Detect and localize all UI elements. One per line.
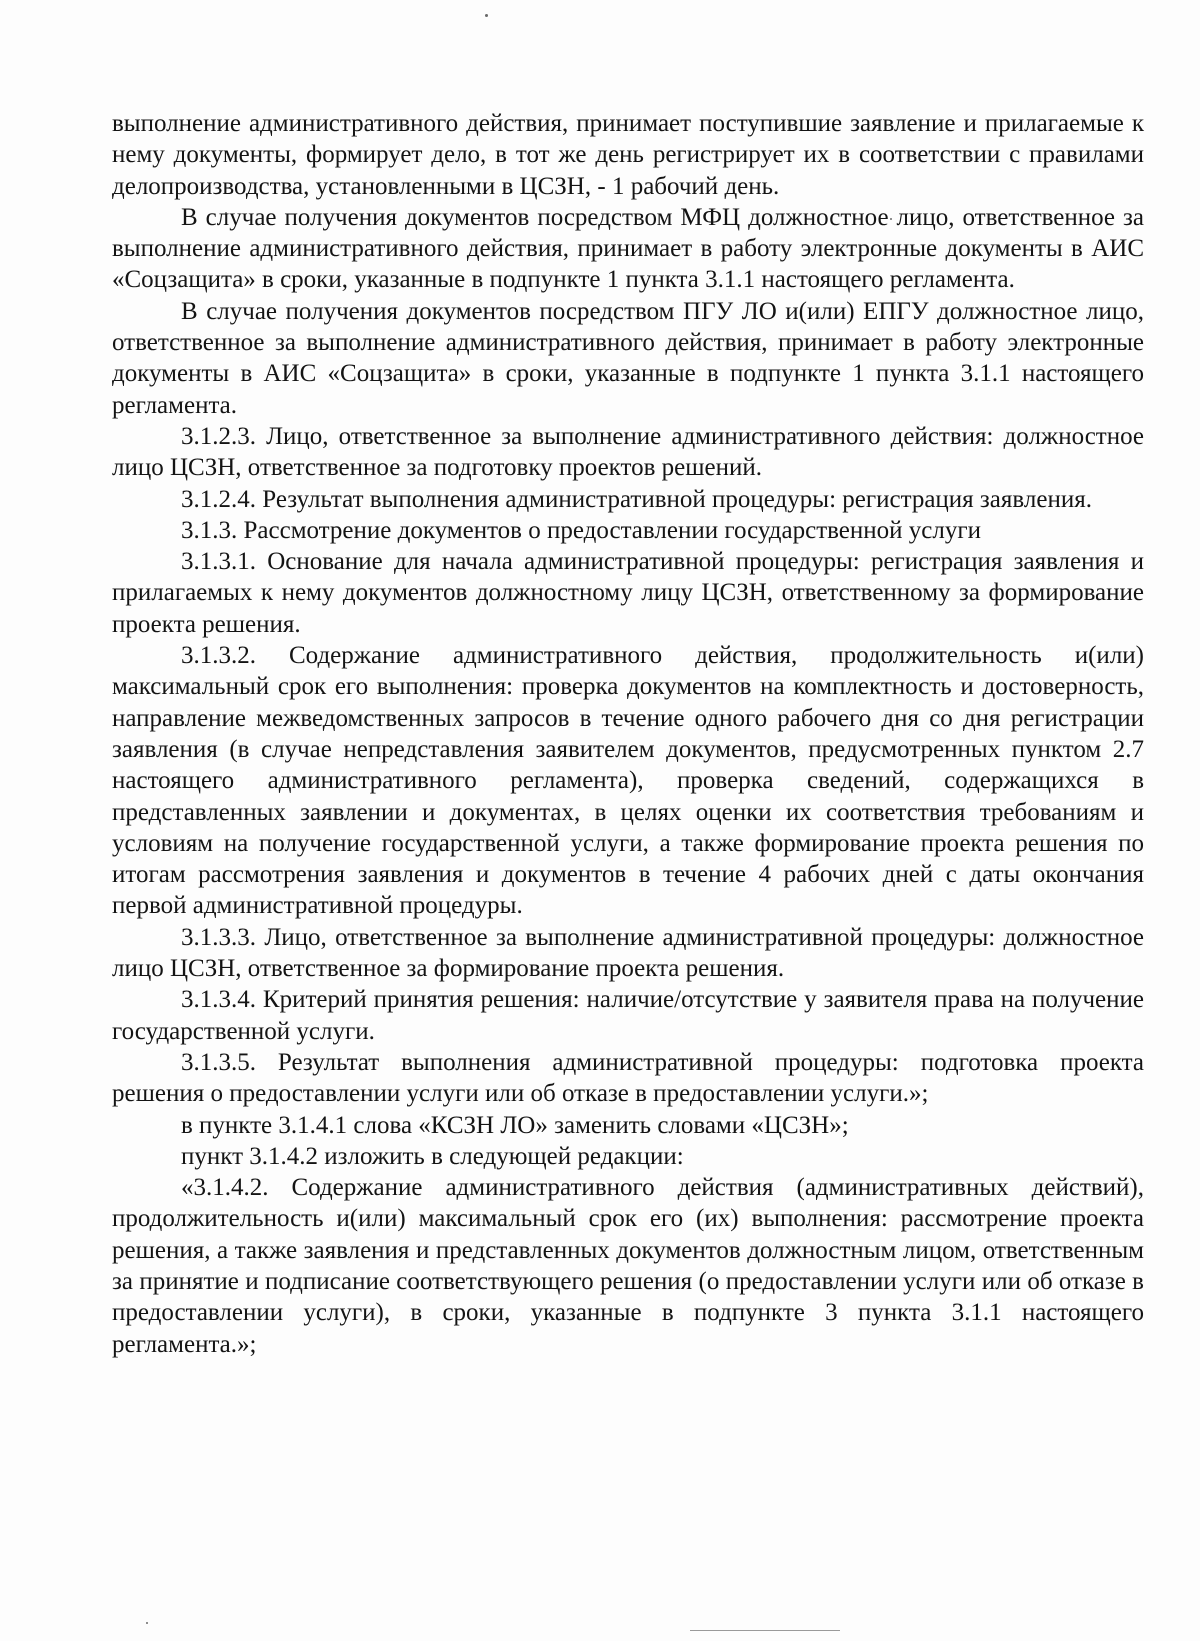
document-paragraph: выполнение административного действия, принимает поступившие заявление и прилагаемые к нему документы, формирует дело, в тот же день регистрирует их в соответствии с правилами делопроизводства, установленными в ЦСЗН, - 1 рабочий день. — [112, 110, 1144, 200]
scan-speck — [485, 14, 488, 17]
document-paragraph: пункт 3.1.4.2 изложить в следующей редакции: — [181, 1142, 684, 1170]
document-paragraph: 3.1.3. Рассмотрение документов о предоставлении государственной услуги — [181, 516, 981, 544]
document-paragraph: 3.1.3.2. Содержание административного действия, продолжительность и(или) максимальный срок его выполнения: проверка документов на комплектность и достоверность, направление межведомственных запросов в течение одного рабочего дня со дня регистрации заявления (в случае непредставления заявителем документов, предусмотренных пунктом 2.7 настоящего административного регламента), проверка сведений, содержащихся в представленных заявлении и документах, в целях оценки их соответствия требованиям и условиям на получение государственной услуги, а также формирование проекта решения по итогам рассмотрения заявления и документов в течение 4 рабочих дней с даты окончания первой административной процедуры. — [112, 642, 1144, 920]
document-paragraph: В случае получения документов посредством МФЦ должностное лицо, ответственное за выполнение административного действия, принимает в работу электронные документы в АИС «Соцзащита» в сроки, указанные в подпункте 1 пункта 3.1.1 настоящего регламента. — [112, 203, 1144, 294]
document-paragraph: 3.1.3.1. Основание для начала административной процедуры: регистрация заявления и прилагаемых к нему документов должностному лицу ЦСЗН, ответственному за формирование проекта решения. — [112, 548, 1144, 638]
document-paragraph: 3.1.3.3. Лицо, ответственное за выполнение административной процедуры: должностное лицо ЦСЗН, ответственное за формирование проекта решения. — [112, 923, 1144, 983]
document-paragraph: «3.1.4.2. Содержание административного действия (административных действий), продолжительность и(или) максимальный срок его (их) выполнения: рассмотрение проекта решения, а также заявления и представленных документов должностным лицом, ответственным за принятие и подписание соответствующего решения (о предоставлении услуги или об отказе в предоставлении услуги), в сроки, указанные в подпункте 3 пункта 3.1.1 настоящего регламента.»; — [112, 1174, 1144, 1358]
document-paragraph: 3.1.2.4. Результат выполнения административной процедуры: регистрация заявления. — [181, 485, 1092, 513]
scan-speck — [146, 1622, 148, 1624]
document-paragraph: 3.1.3.4. Критерий принятия решения: наличие/отсутствие у заявителя права на получение государственной услуги. — [112, 986, 1144, 1045]
document-paragraph: 3.1.2.3. Лицо, ответственное за выполнение административного действия: должностное лицо ЦСЗН, ответственное за подготовку проектов решений. — [112, 422, 1144, 482]
document-paragraph: в пункте 3.1.4.1 слова «КСЗН ЛО» заменить словами «ЦСЗН»; — [181, 1111, 849, 1139]
document-paragraph: 3.1.3.5. Результат выполнения административной процедуры: подготовка проекта решения о предоставлении услуги или об отказе в предоставлении услуги.»; — [112, 1048, 1144, 1108]
document-body — [112, 108, 1144, 1360]
scan-edge-mark — [690, 1630, 840, 1631]
document-paragraph: В случае получения документов посредством ПГУ ЛО и(или) ЕПГУ должностное лицо, ответственное за выполнение административного действия, принимает в работу электронные документы в АИС «Соцзащита» в сроки, указанные в подпункте 1 пункта 3.1.1 настоящего регламента. — [112, 297, 1144, 419]
